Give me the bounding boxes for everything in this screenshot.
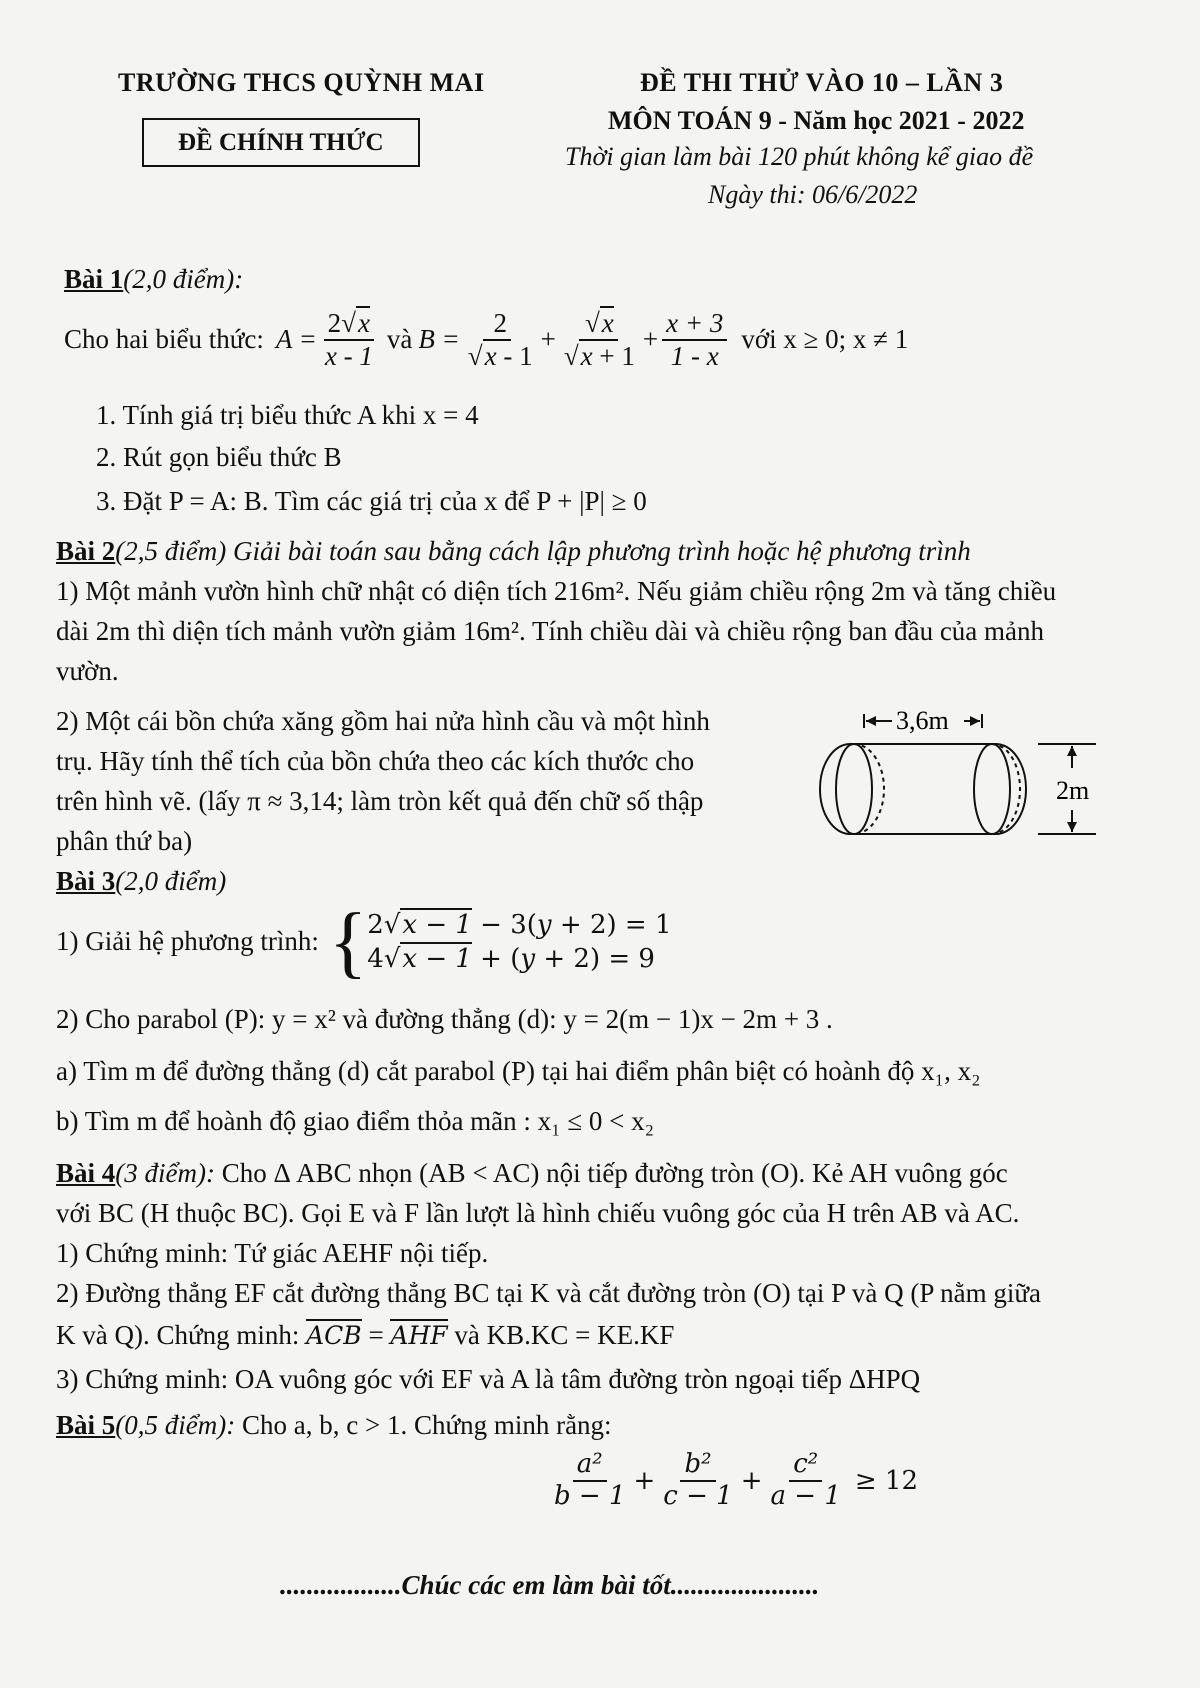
bai5-inequality: $\frac{\text{a²}}{b - 1}$ + $\frac{\text{b²}}{c - 1}$ + $\frac{\text{c²}}{a - 1}$ ≥ 12 — [546, 1450, 918, 1512]
arc-ahf: AHF — [390, 1321, 448, 1350]
bai2-p2-line2: trụ. Hãy tính thể tích của bồn chứa theo các kích thước cho — [56, 746, 695, 776]
diameter-label: 2m — [1056, 776, 1090, 805]
bai4-heading — [56, 1156, 1008, 1192]
bai1-and: và — [386, 324, 413, 355]
bai4-q1: 1) Chứng minh: Tứ giác AEHF nội tiếp. — [56, 1238, 489, 1268]
arc-acb: ACB — [306, 1321, 362, 1350]
school-name: TRƯỜNG THCS QUỲNH MAI — [118, 68, 485, 97]
ineq-term-a: $\frac{\text{a²}}{b - 1}$ — [554, 1449, 626, 1511]
bai3-q2: 2) Cho parabol (P): y = x² và đường thẳng (d): y = 2(m − 1)x − 2m + 3 . — [56, 1004, 833, 1034]
bai1-q3: 3. Đặt P = A: B. Tìm các giá trị của x để P + |P| ≥ 0 — [96, 486, 647, 516]
dim-arrowhead-right — [970, 716, 980, 726]
ineq-term-b: $\frac{\text{b²}}{c - 1}$ — [663, 1449, 733, 1511]
official-badge: ĐỀ CHÍNH THỨC — [142, 118, 420, 167]
bai2-p1-line2: dài 2m thì diện tích mảnh vườn giảm 16m². Tính chiều dài và chiều rộng ban đầu của mảnh — [56, 616, 1045, 646]
bai2-points: (2,5 điểm) Giải bài toán sau bằng cách lập phương trình hoặc hệ phương trình — [115, 536, 971, 566]
bai2-p1-line3: vườn. — [56, 656, 119, 686]
bai2-title: Bài 2 — [56, 536, 116, 566]
bai4-q2-line1: 2) Đường thẳng EF cắt đường thẳng BC tại K và cắt đường tròn (O) tại P và Q (P nằm giữa — [56, 1278, 1041, 1308]
bai2-heading — [56, 534, 971, 570]
expr-b-label: B = — [418, 324, 460, 355]
expr-b-term3: $\frac{x + 3}{1 - x}$ — [662, 308, 727, 372]
bai1-condition: với x ≥ 0; x ≠ 1 — [741, 324, 909, 355]
bai4-intro1: Cho Δ ABC nhọn (AB < AC) nội tiếp đường tròn (O). Kẻ AH vuông góc — [214, 1158, 1008, 1188]
expr-a-fraction: $\frac{2√x}{x - 1}$ — [324, 308, 373, 372]
diam-arrowhead-bottom — [1067, 822, 1077, 832]
expr-a-label: A = — [275, 324, 317, 355]
bai1-heading — [64, 262, 243, 298]
bai5-intro: Cho a, b, c > 1. Chứng minh rằng: — [235, 1410, 612, 1440]
bai3-title: Bài 3 — [56, 866, 116, 896]
bai4-q2-line2-pre: K và Q). Chứng minh: — [56, 1320, 307, 1350]
length-label: 3,6m — [896, 706, 949, 735]
system-eq1: 2√x − 1 − 3(y + 2) = 1 — [367, 909, 672, 940]
bai5-heading — [56, 1408, 612, 1444]
footer-wish: ..................Chúc các em làm bài tốt...................... — [280, 1570, 820, 1600]
bai2-p1-line1: 1) Một mảnh vườn hình chữ nhật có diện tích 216m². Nếu giảm chiều rộng 2m và tăng chiều — [56, 576, 1057, 606]
bai1-points: (2,0 điểm): — [123, 264, 244, 294]
bai1-q2: 2. Rút gọn biểu thức B — [96, 442, 342, 472]
bai3-points: (2,0 điểm) — [115, 866, 227, 896]
bai3-q1 — [56, 898, 672, 986]
bai4-q2-line2: K và Q). Chứng minh: ACB = AHF và KB.KC = KE.KF — [56, 1320, 675, 1350]
subject-line: MÔN TOÁN 9 - Năm học 2021 - 2022 — [608, 106, 1025, 135]
exam-date: Ngày thi: 06/6/2022 — [708, 180, 918, 209]
bai3-qb: b) Tìm m để hoành độ giao điểm thỏa mãn : x₁ ≤ 0 < x₂ — [56, 1106, 655, 1136]
bai1-q1: 1. Tính giá trị biểu thức A khi x = 4 — [96, 400, 479, 430]
right-hidden-edge — [992, 744, 1020, 834]
diam-arrowhead-top — [1067, 746, 1077, 756]
bai2-p2-line3: trên hình vẽ. (lấy π ≈ 3,14; làm tròn kết quả đến chữ số thập — [56, 786, 704, 816]
bai1-title: Bài 1 — [64, 264, 124, 294]
bai1-expressions: Cho hai biểu thức: A = $\frac{2√x}{x - 1}$ và B = $\frac{2}{√x - 1}$ + $\frac{√x}{√x + 1}$ + $\frac{x + 3}{1 - x}$ với x ≥ 0; x ≠ 1 — [64, 308, 909, 372]
bai1-intro: Cho hai biểu thức: — [64, 324, 264, 355]
bai2-p2-line4: phân thứ ba) — [56, 826, 193, 856]
bai5-title: Bài 5 — [56, 1410, 116, 1440]
bai4-intro2: với BC (H thuộc BC). Gọi E và F lần lượt là hình chiếu vuông góc của H trên AB và AC. — [56, 1198, 1020, 1228]
ineq-term-c: $\frac{\text{c²}}{a - 1}$ — [770, 1449, 841, 1511]
left-cap-ellipse — [836, 744, 872, 834]
time-line: Thời gian làm bài 120 phút không kể giao đề — [565, 142, 1034, 171]
dim-arrowhead-left — [866, 716, 876, 726]
bai5-points: (0,5 điểm): — [115, 1410, 236, 1440]
right-cap-ellipse — [974, 744, 1010, 834]
expr-b-term2: $\frac{√x}{√x + 1}$ — [563, 308, 635, 372]
bai4-q2-line2-post: và KB.KC = KE.KF — [447, 1320, 675, 1350]
exam-title: ĐỀ THI THỬ VÀO 10 – LẦN 3 — [640, 68, 1004, 97]
left-hidden-edge — [854, 744, 884, 834]
bai2-p2-line1: 2) Một cái bồn chứa xăng gồm hai nửa hình cầu và một hình — [56, 706, 710, 736]
bai4-title: Bài 4 — [56, 1158, 116, 1188]
equation-system — [328, 898, 672, 986]
bai4-points: (3 điểm): — [115, 1158, 215, 1188]
bai3-q1-intro: 1) Giải hệ phương trình: — [56, 926, 319, 957]
tank-figure — [806, 696, 1106, 846]
bai3-heading — [56, 864, 226, 900]
bai3-qa: a) Tìm m để đường thẳng (d) cắt parabol (P) tại hai điểm phân biệt có hoành độ x₁, x₂ — [56, 1056, 981, 1086]
bai4-q3: 3) Chứng minh: OA vuông góc với EF và A là tâm đường tròn ngoại tiếp ΔHPQ — [56, 1364, 921, 1394]
bai5-result: ≥ 12 — [854, 1465, 919, 1496]
expr-b-term1: $\frac{2}{√x - 1}$ — [467, 308, 533, 372]
system-brace: { — [328, 898, 368, 986]
system-eq2: 4√x − 1 + (y + 2) = 9 — [367, 944, 655, 974]
